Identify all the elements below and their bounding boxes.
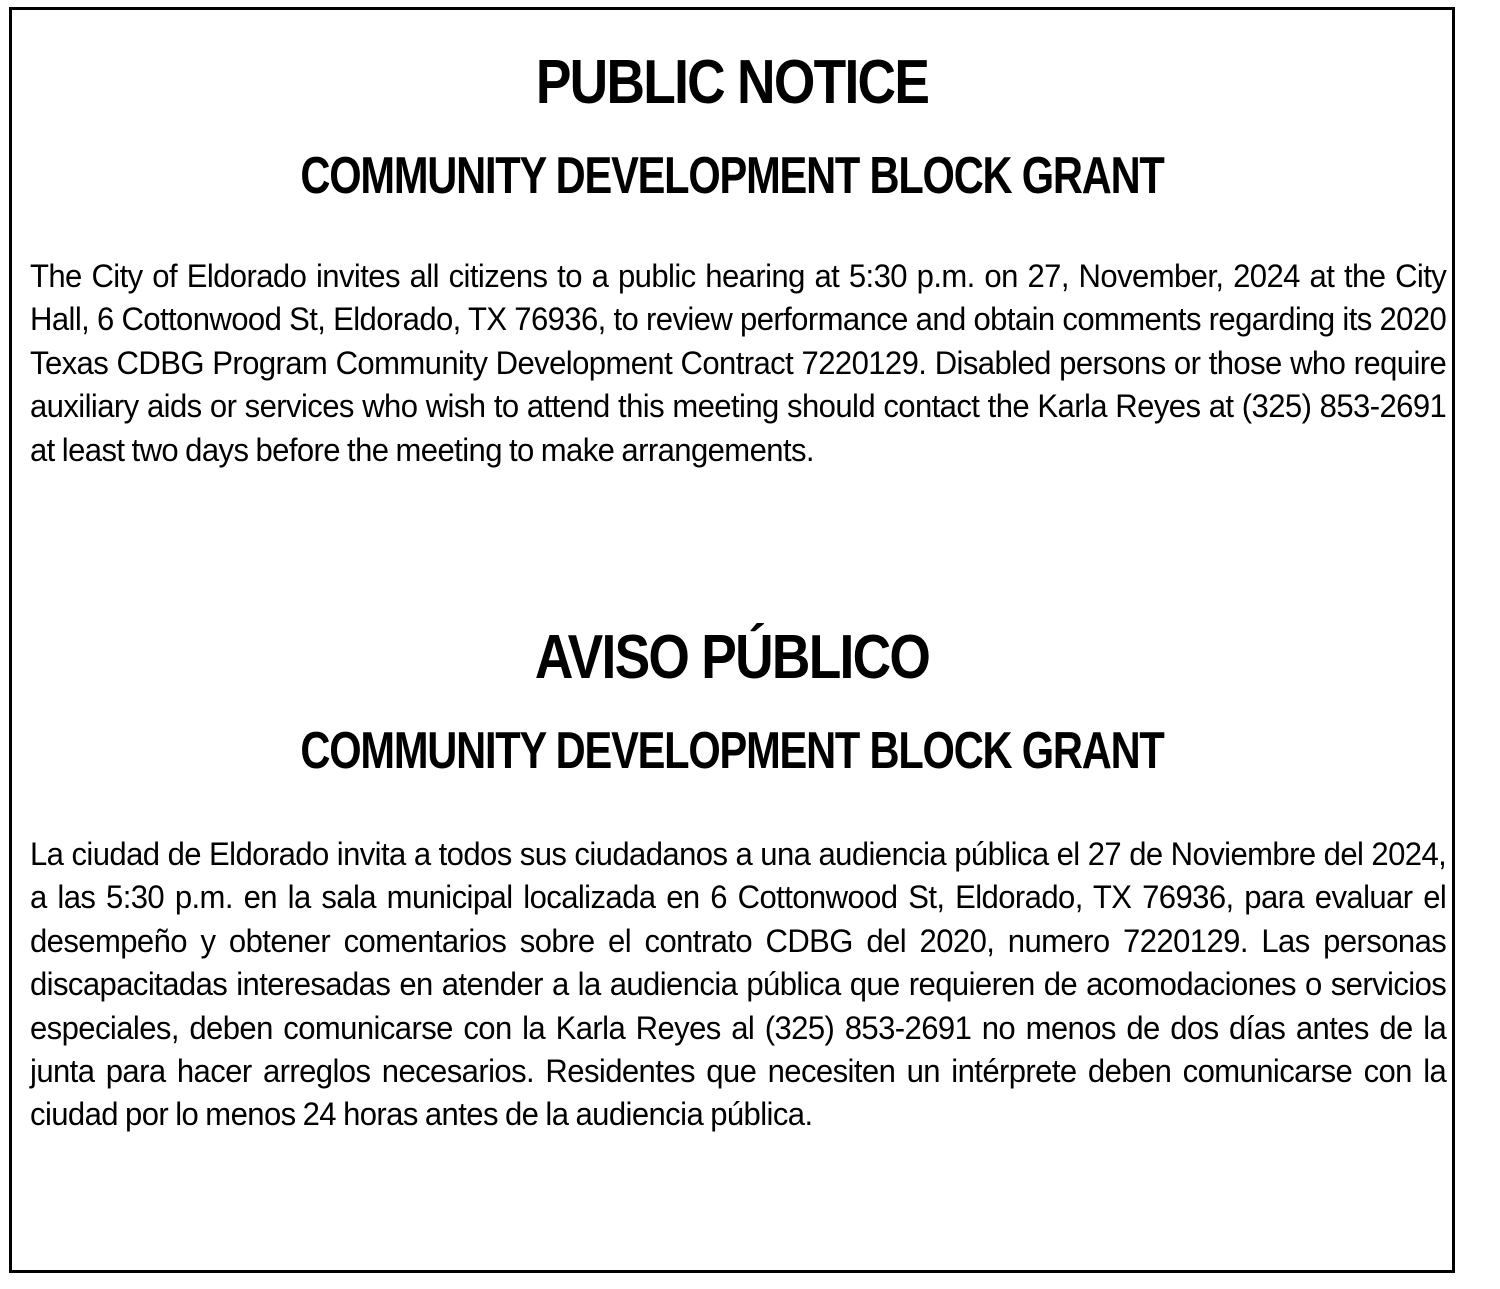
english-notice-body: The City of Eldorado invites all citizens to a public hearing at 5:30 p.m. on 27, November, 2024 at the City Hall, 6 Cottonwood St, Eldorado, TX 76936, to review performance and obtain comments regarding its 2020 Texas CDBG Program Community Development Contract 7220129. Disabled persons or those who require auxiliary aids or services who wish to attend this meeting should contact the Karla Reyes at (325) 853-2691 at least two days before the meeting to make arrangements.: [30, 258, 1447, 468]
spanish-subtitle: COMMUNITY DEVELOPMENT BLOCK GRANT: [300, 722, 1164, 780]
english-subtitle: COMMUNITY DEVELOPMENT BLOCK GRANT: [300, 147, 1164, 205]
public-notice-title: PUBLIC NOTICE: [535, 48, 929, 117]
notice-frame: [9, 7, 1455, 1273]
aviso-publico-title: AVISO PÚBLICO: [534, 623, 930, 692]
spanish-notice-body: La ciudad de Eldorado invita a todos sus ciudadanos a una audiencia pública el 27 de Noviembre del 2024, a las 5:30 p.m. en la sala municipal localizada en 6 Cottonwood St, Eldorado, TX 76936, para evaluar el desempeño y obtener comentarios sobre el contrato CDBG del 2020, numero 7220129. Las personas discapacitadas interesadas en atender a la audiencia pública que requieren de acomodaciones o servicios especiales, deben comunicarse con la Karla Reyes al (325) 853-2691 no menos de dos días antes de la junta para hacer arreglos necesarios. Residentes que necesiten un intérprete deben comunicarse con la ciudad por lo menos 24 horas antes de la audiencia pública.: [30, 836, 1447, 1133]
